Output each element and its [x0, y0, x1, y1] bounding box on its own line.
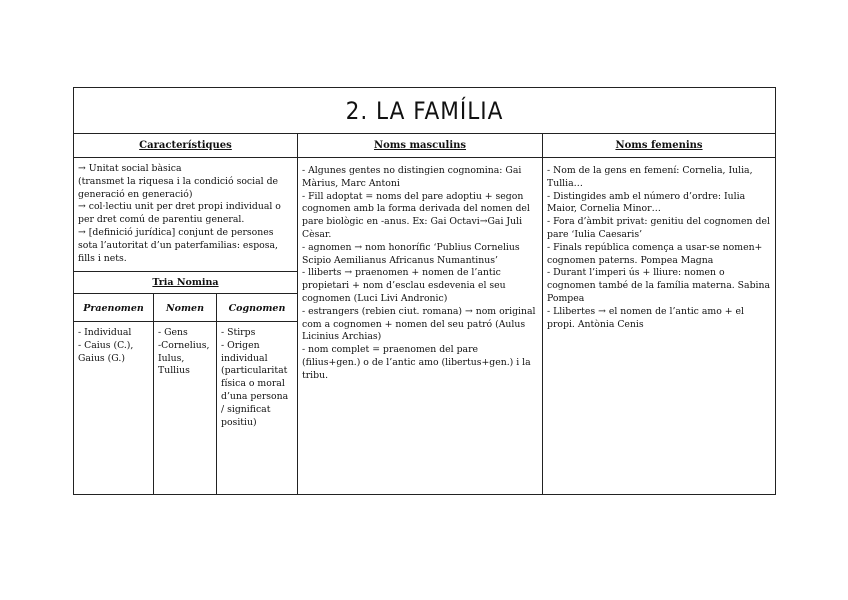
noms-masculins-line: - nom complet = praenomen del pare (filius+gen.) o de l’antic amo (libertus+gen.) i la tribu.	[302, 344, 531, 381]
praenomen-text	[74, 322, 153, 365]
tria-nomina-table	[74, 294, 297, 494]
page-title: 2. LA FAMÍLIA	[345, 96, 504, 125]
noms-masculins-line: - Fill adoptat = noms del pare adoptiu + segon cognomen amb la forma derivada del nomen del pare biològic en -anus. Ex: Gai Octavi→Gai Juli Cèsar.	[302, 190, 530, 240]
document-table	[73, 87, 776, 495]
noms-femenins-line: - Nom de la gens en femení: Cornelia, Iulia, Tullia…	[547, 165, 753, 189]
noms-femenins-line: - Fora d’àmbit privat: genitiu del cognomen del pare ‘Iulia Caesaris’	[547, 216, 770, 240]
praenomen-line: - Individual	[78, 327, 132, 338]
column-noms-masculins	[298, 134, 543, 494]
noms-masculins-line: - estrangers (rebien ciut. romana) → nom original com a cognomen + nomen del seu patró (Aulus Licinius Archias)	[302, 305, 536, 343]
nomen-label: Nomen	[165, 302, 205, 314]
cognomen-line: - Stirps	[221, 327, 256, 338]
caracteristiques-header: Característiques	[74, 134, 297, 158]
caracteristiques-text	[74, 158, 297, 272]
cognomen-column	[217, 294, 297, 494]
noms-masculins-line: - agnomen → nom honorífic ‘Publius Cornelius Scipio Aemilianus Africanus Numantinus’	[302, 241, 520, 266]
cognomen-line: - Origen individual (particularitat física o moral d’una persona / significat positiu)	[221, 339, 289, 428]
column-noms-femenins	[543, 134, 775, 494]
noms-femenins-header: Noms femenins	[543, 134, 775, 158]
column-caracteristiques	[74, 134, 298, 494]
noms-femenins-line: - Finals república comença a usar-se nomen+ cognomen paterns. Pompea Magna	[547, 241, 763, 266]
title-row	[74, 88, 775, 134]
noms-masculins-line: - Algunes gentes no distingien cognomina: Gai Màrius, Marc Antoni	[302, 165, 522, 189]
noms-masculins-header: Noms masculins	[298, 134, 542, 158]
caracteristiques-line: → [definició jurídica] conjunt de persones sota l’autoritat d’un paterfamilias: esposa, fills i nets.	[78, 226, 279, 264]
praenomen-column	[74, 294, 154, 494]
noms-femenins-line: - Distingides amb el número d’ordre: Iulia Maior, Cornelia Minor…	[547, 190, 746, 215]
cognomen-text	[217, 322, 297, 429]
noms-femenins-line: - Llibertes → el nomen de l’antic amo + el propi. Antònia Cenis	[547, 305, 744, 330]
noms-masculins-text	[298, 158, 542, 383]
praenomen-label: Praenomen	[83, 302, 144, 314]
praenomen-line: - Caius (C.), Gaius (G.)	[78, 339, 134, 364]
noms-femenins-line: - Durant l’imperi ús + lliure: nomen o cognomen també de la família materna. Sabina Pompea	[547, 267, 771, 304]
caracteristiques-line: (transmet la riquesa i la condició social de generació en generació)	[78, 175, 279, 200]
nomen-text	[154, 322, 216, 378]
noms-femenins-text	[543, 158, 775, 331]
caracteristiques-line: → col·lectiu unit per dret propi individual o per dret comú de parentiu general.	[78, 201, 281, 226]
nomen-line: -Cornelius, Iulus, Tullius	[158, 339, 210, 377]
nomen-column	[154, 294, 217, 494]
caracteristiques-line: → Unitat social bàsica	[78, 163, 182, 174]
nomen-line: - Gens	[158, 327, 188, 338]
cognomen-label: Cognomen	[228, 302, 286, 314]
tria-nomina-header: Tria Nomina	[74, 272, 297, 294]
noms-masculins-line: - lliberts → praenomen + nomen de l’antic propietari + nom d’esclau esdevenia el seu cognomen (Luci Livi Andronic)	[302, 267, 506, 304]
